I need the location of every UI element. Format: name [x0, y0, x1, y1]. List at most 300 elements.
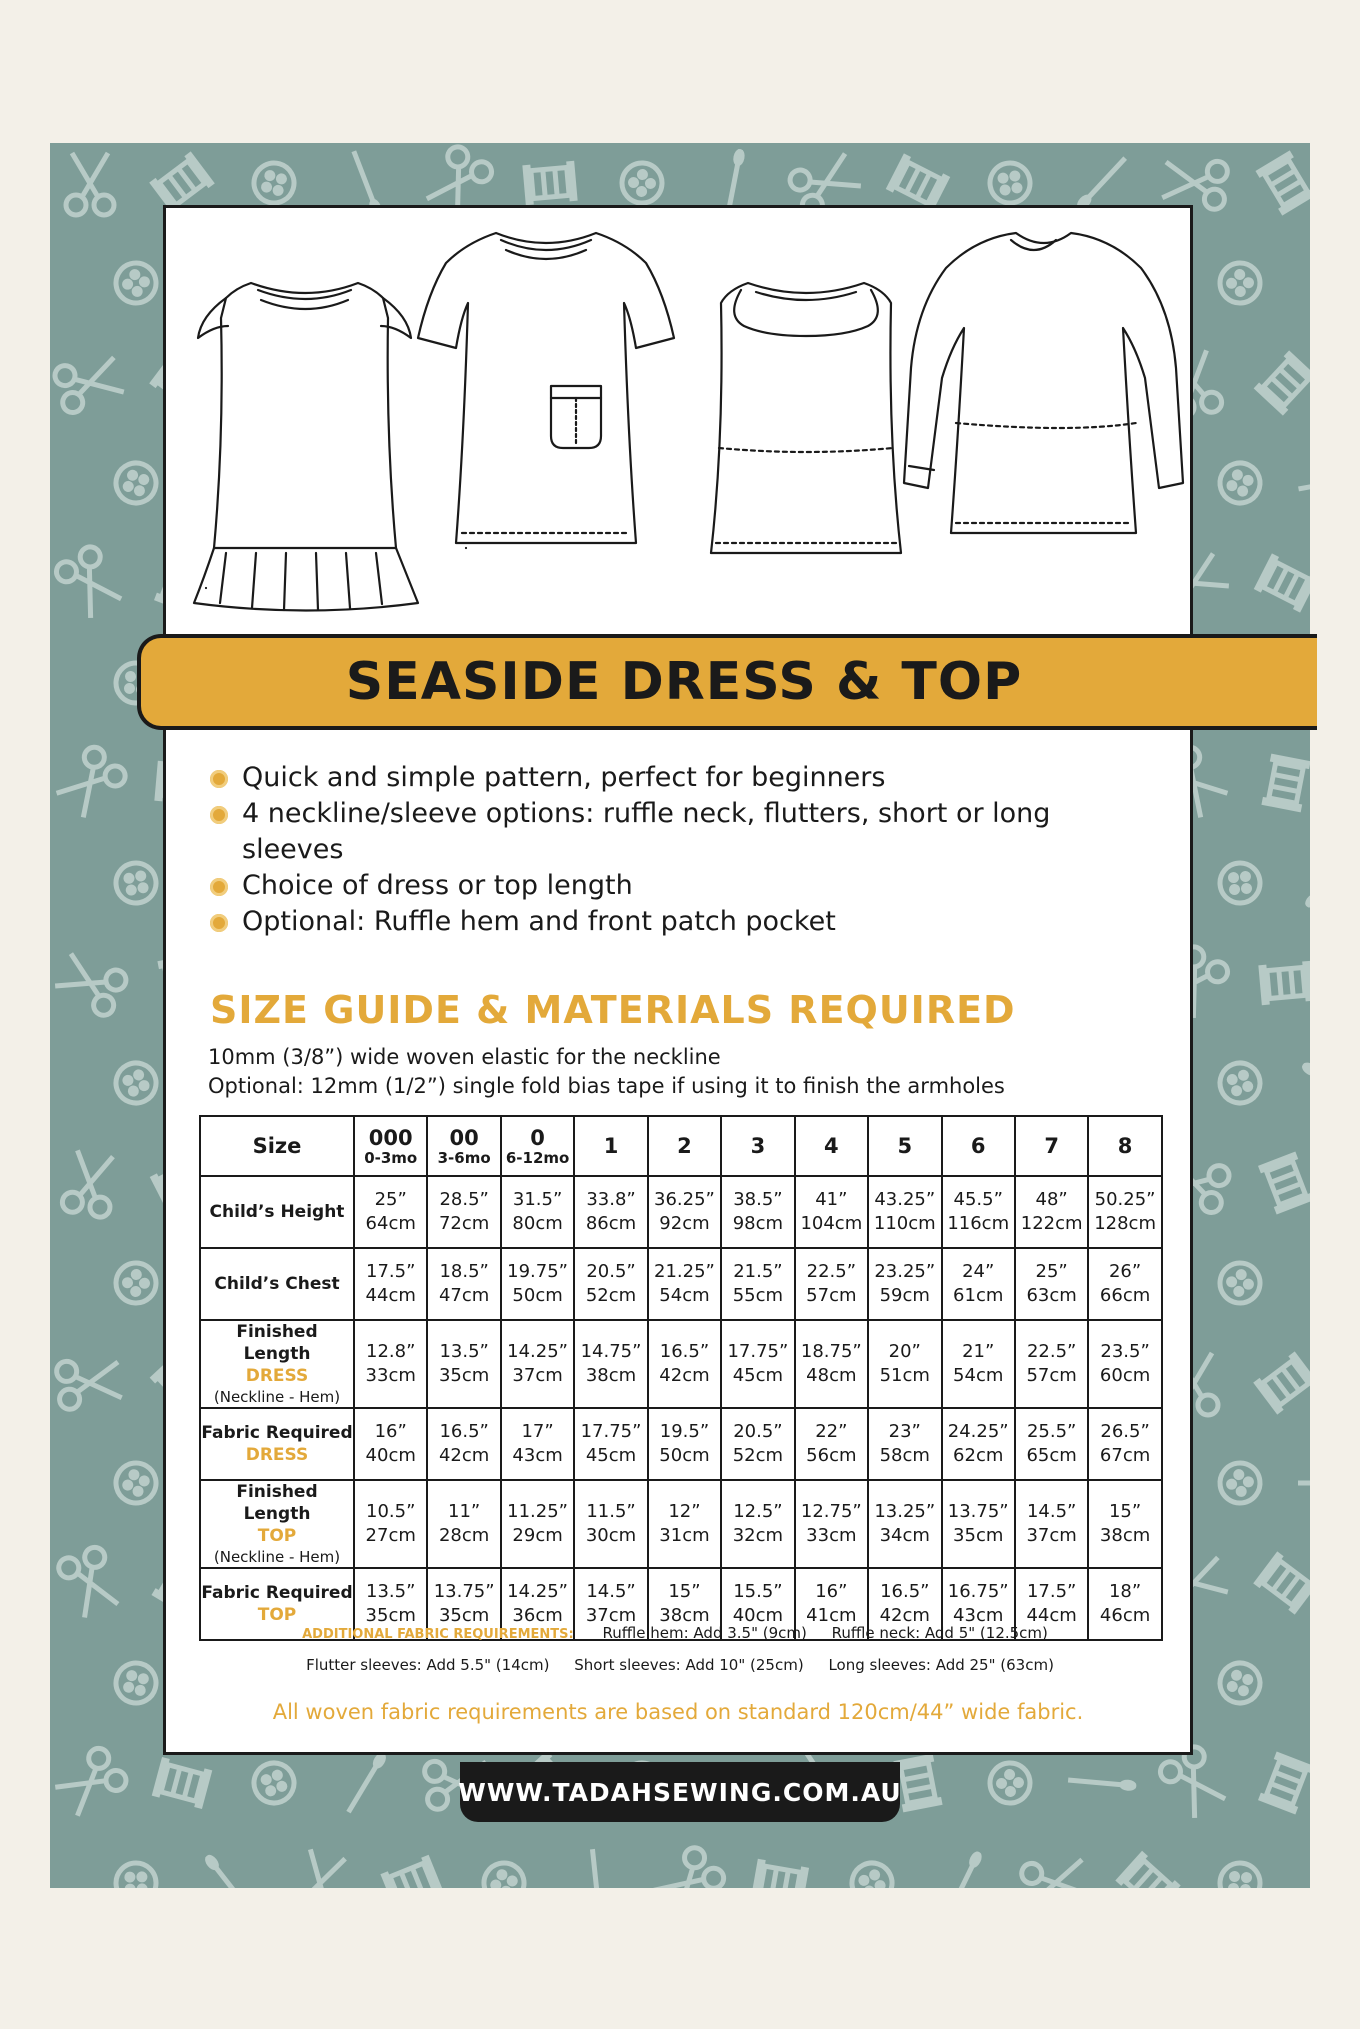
- website-link[interactable]: WWW.TADAHSEWING.COM.AU: [458, 1777, 902, 1807]
- value-cm: 31cm: [659, 1525, 710, 1546]
- table-cell: [721, 1480, 794, 1568]
- value-inches: 33.8”: [586, 1189, 636, 1210]
- spool-icon: [1253, 1551, 1310, 1614]
- value-cm: 52cm: [585, 1285, 637, 1306]
- size-header-cell: [427, 1116, 500, 1176]
- table-cell: [648, 1480, 721, 1568]
- value-inches: 18.75”: [800, 1341, 862, 1362]
- value-inches: 15”: [1108, 1501, 1142, 1522]
- value-cm: 37cm: [512, 1365, 563, 1386]
- feature-item: Quick and simple pattern, perfect for beginners: [210, 760, 1110, 796]
- value-cm: 28cm: [438, 1525, 490, 1546]
- value-cm: 65cm: [1026, 1445, 1077, 1466]
- scissors-icon: [56, 1544, 124, 1619]
- size-header-cell: [1015, 1116, 1088, 1176]
- value-inches: 48”: [1035, 1189, 1068, 1210]
- value-cm: 42cm: [659, 1365, 710, 1386]
- value-inches: 16.5”: [439, 1421, 489, 1442]
- size-number: 5: [897, 1134, 913, 1158]
- table-cell: [721, 1320, 794, 1408]
- value-inches: 22”: [815, 1421, 848, 1442]
- scissors-icon: [53, 543, 127, 621]
- button-icon: [108, 255, 164, 311]
- value-cm: 35cm: [365, 1605, 416, 1626]
- button-icon: [1214, 1057, 1266, 1109]
- value-inches: 15.5”: [733, 1581, 783, 1602]
- scissors-icon: [52, 1744, 130, 1820]
- value-cm: 38cm: [659, 1605, 710, 1626]
- table-cell: [501, 1408, 574, 1480]
- button-icon: [109, 1056, 163, 1110]
- spool-icon: [1254, 350, 1310, 415]
- value-inches: 14.25”: [507, 1581, 569, 1602]
- value-cm: 38cm: [585, 1365, 637, 1386]
- value-cm: 48cm: [806, 1365, 857, 1386]
- value-cm: 51cm: [879, 1365, 930, 1386]
- table-cell: [574, 1320, 647, 1408]
- scissors-icon: [1162, 156, 1229, 210]
- button-icon: [1218, 1861, 1261, 1888]
- table-cell: [501, 1320, 574, 1408]
- button-icon: [1212, 1455, 1268, 1511]
- scissors-icon: [53, 948, 130, 1018]
- value-inches: 25”: [374, 1189, 407, 1210]
- ruffle-neck-requirement: Ruffle neck: Add 5" (12.5cm): [831, 1624, 1048, 1642]
- table-cell: [427, 1480, 500, 1568]
- row-label: Child’s Chest: [214, 1274, 340, 1294]
- value-cm: 33cm: [806, 1525, 857, 1546]
- row-label: Finished Length: [236, 1482, 318, 1524]
- button-icon: [1212, 1255, 1268, 1311]
- value-inches: 20.5”: [586, 1261, 636, 1282]
- value-inches: 22.5”: [1026, 1341, 1077, 1362]
- table-cell: [795, 1480, 868, 1568]
- spool-icon: [1115, 1851, 1180, 1888]
- value-cm: 44cm: [1026, 1605, 1077, 1626]
- value-cm: 36cm: [512, 1605, 563, 1626]
- table-cell: [795, 1176, 868, 1248]
- value-cm: 61cm: [953, 1285, 1004, 1306]
- table-cell: [501, 1248, 574, 1320]
- size-label-cell: Size: [200, 1116, 354, 1176]
- value-cm: 55cm: [732, 1285, 784, 1306]
- feature-item: Choice of dress or top length: [210, 868, 1110, 904]
- table-cell: [1015, 1408, 1088, 1480]
- spool-icon: [1254, 553, 1310, 612]
- additional-line-2: [199, 1650, 1161, 1680]
- scissors-icon: [66, 153, 114, 215]
- table-cell: [942, 1248, 1015, 1320]
- pattern-title: SEASIDE DRESS & TOP: [345, 652, 1023, 712]
- bullet-icon: [210, 878, 228, 896]
- button-icon: [477, 1856, 532, 1888]
- value-inches: 21.5”: [733, 1261, 783, 1282]
- spool-icon: [152, 1757, 213, 1809]
- value-inches: 10.5”: [366, 1501, 416, 1522]
- size-number: 4: [824, 1134, 839, 1158]
- value-cm: 60cm: [1099, 1365, 1151, 1386]
- table-cell: [1015, 1176, 1088, 1248]
- value-cm: 34cm: [879, 1525, 930, 1546]
- value-cm: 128cm: [1094, 1213, 1156, 1234]
- value-inches: 16”: [815, 1581, 848, 1602]
- scissors-icon: [53, 352, 126, 415]
- needle-icon: [205, 1854, 252, 1888]
- table-cell: [868, 1248, 941, 1320]
- garment-illustrations: [166, 208, 1196, 638]
- feature-item: Optional: Ruffle hem and front patch pocket: [210, 904, 1110, 940]
- value-inches: 14.5”: [586, 1581, 636, 1602]
- size-age: 3-6mo: [437, 1149, 491, 1167]
- value-inches: 41”: [815, 1189, 848, 1210]
- size-number: 000: [368, 1126, 413, 1150]
- table-cell: [648, 1176, 721, 1248]
- size-header-cell: [648, 1116, 721, 1176]
- value-cm: 29cm: [512, 1525, 563, 1546]
- ruffle-neck-dress-drawing: [711, 283, 901, 553]
- button-icon: [249, 158, 298, 207]
- bullet-icon: [210, 806, 228, 824]
- value-inches: 24”: [962, 1261, 995, 1282]
- short-sleeves-requirement: Short sleeves: Add 10" (25cm): [574, 1656, 804, 1674]
- size-number: 3: [750, 1134, 766, 1158]
- row-label-cell: [200, 1480, 354, 1568]
- table-cell: [354, 1408, 427, 1480]
- size-age: 6-12mo: [505, 1149, 570, 1167]
- additional-requirements: [199, 1618, 1161, 1680]
- size-header-cell: [795, 1116, 868, 1176]
- table-cell: [354, 1320, 427, 1408]
- value-inches: 18.5”: [439, 1261, 489, 1282]
- button-icon: [1218, 861, 1261, 904]
- size-header-cell: [574, 1116, 647, 1176]
- spool-icon: [1253, 1351, 1310, 1414]
- button-icon: [110, 457, 162, 509]
- value-inches: 13.5”: [366, 1581, 416, 1602]
- value-inches: 21.25”: [654, 1261, 715, 1282]
- row-label: Child’s Height: [209, 1202, 345, 1222]
- value-cm: 47cm: [438, 1285, 490, 1306]
- additional-heading: ADDITIONAL FABRIC REQUIREMENTS:: [302, 1627, 574, 1642]
- scissors-icon: [61, 1149, 119, 1218]
- value-inches: 23.25”: [874, 1261, 936, 1282]
- button-icon: [987, 160, 1033, 206]
- value-cm: 67cm: [1099, 1445, 1151, 1466]
- size-number: 0: [530, 1126, 545, 1150]
- value-inches: 12.5”: [733, 1501, 783, 1522]
- value-cm: 64cm: [365, 1213, 416, 1234]
- row-label: Fabric Required: [201, 1423, 353, 1443]
- value-cm: 27cm: [365, 1525, 416, 1546]
- value-inches: 11.5”: [586, 1501, 636, 1522]
- value-cm: 37cm: [1026, 1525, 1077, 1546]
- value-cm: 44cm: [365, 1285, 416, 1306]
- value-inches: 13.5”: [439, 1341, 489, 1362]
- table-cell: [942, 1408, 1015, 1480]
- value-inches: 14.75”: [580, 1341, 642, 1362]
- value-cm: 33cm: [365, 1365, 416, 1386]
- website-badge[interactable]: [460, 1762, 900, 1822]
- button-icon: [116, 1863, 157, 1888]
- value-inches: 24.25”: [947, 1421, 1009, 1442]
- table-cell: [942, 1320, 1015, 1408]
- row-label: Finished Length: [236, 1322, 318, 1364]
- value-inches: 23”: [888, 1421, 921, 1442]
- value-inches: 23.5”: [1100, 1341, 1150, 1362]
- value-cm: 56cm: [806, 1445, 857, 1466]
- value-cm: 62cm: [953, 1445, 1004, 1466]
- table-cell: [574, 1248, 647, 1320]
- button-icon: [614, 155, 670, 211]
- value-inches: 25.5”: [1026, 1421, 1077, 1442]
- value-cm: 80cm: [512, 1213, 563, 1234]
- value-inches: 16.75”: [947, 1581, 1009, 1602]
- long-sleeve-dress-drawing: [904, 233, 1183, 533]
- feature-item: 4 neckline/sleeve options: ruffle neck, flutters, short or long sleeves: [210, 796, 1110, 868]
- needle-icon: [346, 1752, 386, 1813]
- size-header-row: [200, 1116, 1162, 1176]
- value-inches: 18”: [1108, 1581, 1142, 1602]
- size-header-cell: [354, 1116, 427, 1176]
- value-cm: 50cm: [659, 1445, 710, 1466]
- table-cell: [1088, 1176, 1161, 1248]
- size-age: 0-3mo: [364, 1149, 418, 1167]
- table-row: [200, 1248, 1162, 1320]
- value-cm: 72cm: [438, 1213, 490, 1234]
- table-cell: [868, 1480, 941, 1568]
- scissors-icon: [52, 743, 129, 821]
- button-icon: [1212, 255, 1269, 312]
- value-cm: 43cm: [512, 1445, 563, 1466]
- size-number: 2: [677, 1134, 692, 1158]
- value-inches: 19.5”: [659, 1421, 710, 1442]
- size-table: [199, 1115, 1163, 1641]
- table-cell: [648, 1408, 721, 1480]
- value-inches: 17.75”: [727, 1341, 789, 1362]
- table-cell: [795, 1320, 868, 1408]
- needle-icon: [1305, 858, 1310, 908]
- value-inches: 16.5”: [659, 1341, 710, 1362]
- value-cm: 40cm: [732, 1605, 784, 1626]
- bullet-icon: [210, 770, 228, 788]
- table-cell: [942, 1176, 1015, 1248]
- size-table-wrapper: [199, 1115, 1161, 1641]
- table-cell: [942, 1480, 1015, 1568]
- needle-icon: [1077, 156, 1128, 210]
- value-cm: 35cm: [438, 1605, 490, 1626]
- needle-icon: [1068, 1777, 1136, 1789]
- short-sleeve-dress-drawing: [418, 233, 674, 548]
- spool-icon: [1255, 150, 1310, 215]
- button-icon: [248, 1757, 300, 1809]
- value-cm: 32cm: [732, 1525, 784, 1546]
- value-cm: 66cm: [1099, 1285, 1151, 1306]
- spool-icon: [886, 153, 950, 212]
- row-label-accent: TOP: [257, 1526, 297, 1546]
- value-inches: 13.75”: [433, 1581, 495, 1602]
- scissors-icon: [1020, 1854, 1090, 1888]
- scissors-icon: [56, 1356, 123, 1410]
- row-label-cell: [200, 1248, 354, 1320]
- value-inches: 26.5”: [1100, 1421, 1150, 1442]
- table-cell: [354, 1176, 427, 1248]
- value-cm: 116cm: [947, 1213, 1010, 1234]
- needle-icon: [1298, 474, 1310, 492]
- value-inches: 31.5”: [512, 1189, 563, 1210]
- long-sleeves-requirement: Long sleeves: Add 25" (63cm): [828, 1656, 1054, 1674]
- table-cell: [1088, 1408, 1161, 1480]
- value-cm: 42cm: [879, 1605, 930, 1626]
- value-cm: 45cm: [732, 1365, 784, 1386]
- flutter-sleeve-dress-drawing: [194, 283, 418, 611]
- button-icon: [1213, 456, 1267, 510]
- value-cm: 122cm: [1020, 1213, 1083, 1234]
- table-cell: [427, 1408, 500, 1480]
- spool-icon: [522, 161, 577, 205]
- size-header-cell: [942, 1116, 1015, 1176]
- value-inches: 11”: [448, 1501, 481, 1522]
- table-cell: [868, 1408, 941, 1480]
- spool-icon: [1258, 1752, 1310, 1815]
- value-inches: 28.5”: [439, 1189, 489, 1210]
- value-cm: 35cm: [438, 1365, 490, 1386]
- table-cell: [721, 1408, 794, 1480]
- bullet-icon: [210, 914, 228, 932]
- value-cm: 41cm: [806, 1605, 857, 1626]
- value-cm: 46cm: [1099, 1605, 1151, 1626]
- table-cell: [574, 1176, 647, 1248]
- row-label-note: (Neckline - Hem): [213, 1388, 341, 1406]
- button-icon: [109, 1456, 164, 1511]
- value-cm: 45cm: [585, 1445, 637, 1466]
- button-icon: [982, 1755, 1038, 1811]
- needle-icon: [946, 1851, 981, 1888]
- table-cell: [427, 1176, 500, 1248]
- button-icon: [108, 1255, 165, 1312]
- flutter-sleeves-requirement: Flutter sleeves: Add 5.5" (14cm): [306, 1656, 550, 1674]
- value-inches: 43.25”: [874, 1189, 936, 1210]
- value-cm: 57cm: [1026, 1365, 1077, 1386]
- size-number: 8: [1117, 1134, 1133, 1158]
- value-inches: 15”: [668, 1581, 701, 1602]
- value-inches: 19.75”: [507, 1261, 569, 1282]
- table-cell: [868, 1320, 941, 1408]
- spool-icon: [1258, 961, 1310, 1005]
- value-cm: 54cm: [953, 1365, 1004, 1386]
- title-banner: [137, 634, 1317, 730]
- value-inches: 38.5”: [733, 1189, 783, 1210]
- spool-icon: [1261, 754, 1310, 813]
- row-label-accent: DRESS: [245, 1366, 309, 1386]
- feature-list: [210, 760, 1110, 940]
- table-cell: [574, 1480, 647, 1568]
- value-cm: 54cm: [659, 1285, 710, 1306]
- value-inches: 20.5”: [733, 1421, 783, 1442]
- table-cell: [648, 1248, 721, 1320]
- value-inches: 13.25”: [874, 1501, 936, 1522]
- size-number: 1: [603, 1134, 619, 1158]
- size-number: 00: [449, 1126, 479, 1150]
- needle-icon: [1298, 1480, 1310, 1486]
- size-number: 7: [1044, 1134, 1059, 1158]
- table-cell: [427, 1320, 500, 1408]
- value-inches: 11.25”: [507, 1501, 569, 1522]
- value-cm: 92cm: [659, 1213, 710, 1234]
- value-inches: 12.75”: [800, 1501, 862, 1522]
- button-icon: [1214, 1657, 1266, 1709]
- button-icon: [112, 1659, 161, 1708]
- needle-icon: [1302, 1862, 1310, 1888]
- row-label-cell: [200, 1176, 354, 1248]
- ruffle-hem-requirement: Ruffle hem: Add 3.5" (9cm): [602, 1624, 807, 1642]
- value-cm: 58cm: [879, 1445, 930, 1466]
- row-label-cell: [200, 1408, 354, 1480]
- value-cm: 35cm: [953, 1525, 1004, 1546]
- table-cell: [1015, 1248, 1088, 1320]
- table-cell: [501, 1176, 574, 1248]
- table-cell: [427, 1248, 500, 1320]
- table-cell: [795, 1248, 868, 1320]
- value-cm: 40cm: [365, 1445, 416, 1466]
- table-row: [200, 1176, 1162, 1248]
- value-cm: 110cm: [873, 1213, 936, 1234]
- row-label-cell: [200, 1320, 354, 1408]
- table-cell: [721, 1176, 794, 1248]
- table-row: [200, 1408, 1162, 1480]
- value-cm: 30cm: [585, 1525, 637, 1546]
- needle-icon: [1302, 1062, 1310, 1103]
- spool-icon: [1258, 1152, 1310, 1215]
- size-guide-heading: SIZE GUIDE & MATERIALS REQUIRED: [210, 988, 1016, 1032]
- value-cm: 50cm: [512, 1285, 563, 1306]
- value-cm: 52cm: [732, 1445, 784, 1466]
- table-cell: [501, 1480, 574, 1568]
- table-cell: [574, 1408, 647, 1480]
- value-inches: 17”: [521, 1421, 554, 1442]
- value-inches: 17.75”: [580, 1421, 642, 1442]
- value-cm: 38cm: [1099, 1525, 1151, 1546]
- fabric-width-note: All woven fabric requirements are based on standard 120cm/44” wide fabric.: [272, 1700, 1084, 1724]
- scissors-icon: [650, 1844, 728, 1888]
- table-cell: [1088, 1248, 1161, 1320]
- table-cell: [1015, 1480, 1088, 1568]
- value-cm: 104cm: [800, 1213, 863, 1234]
- needle-icon: [589, 1849, 602, 1888]
- table-cell: [354, 1480, 427, 1568]
- additional-line-1: [199, 1618, 1161, 1650]
- row-label-note: (Neckline - Hem): [213, 1548, 341, 1566]
- size-header-cell: [868, 1116, 941, 1176]
- value-inches: 16.5”: [880, 1581, 930, 1602]
- value-cm: 42cm: [438, 1445, 490, 1466]
- materials-note-bias-tape: Optional: 12mm (1/2”) single fold bias tape if using it to finish the armholes: [208, 1074, 1005, 1098]
- value-inches: 12.8”: [366, 1341, 416, 1362]
- table-row: [200, 1320, 1162, 1408]
- spool-icon: [380, 1855, 443, 1888]
- value-inches: 20”: [888, 1341, 921, 1362]
- value-inches: 16”: [374, 1421, 407, 1442]
- row-label-accent: DRESS: [245, 1445, 309, 1465]
- table-row: [200, 1480, 1162, 1568]
- value-inches: 25”: [1035, 1261, 1068, 1282]
- value-cm: 43cm: [953, 1605, 1004, 1626]
- value-inches: 45.5”: [953, 1189, 1003, 1210]
- value-cm: 86cm: [585, 1213, 637, 1234]
- size-header-cell: [1088, 1116, 1161, 1176]
- size-number: 6: [970, 1134, 986, 1158]
- value-cm: 59cm: [879, 1285, 930, 1306]
- table-cell: [1088, 1320, 1161, 1408]
